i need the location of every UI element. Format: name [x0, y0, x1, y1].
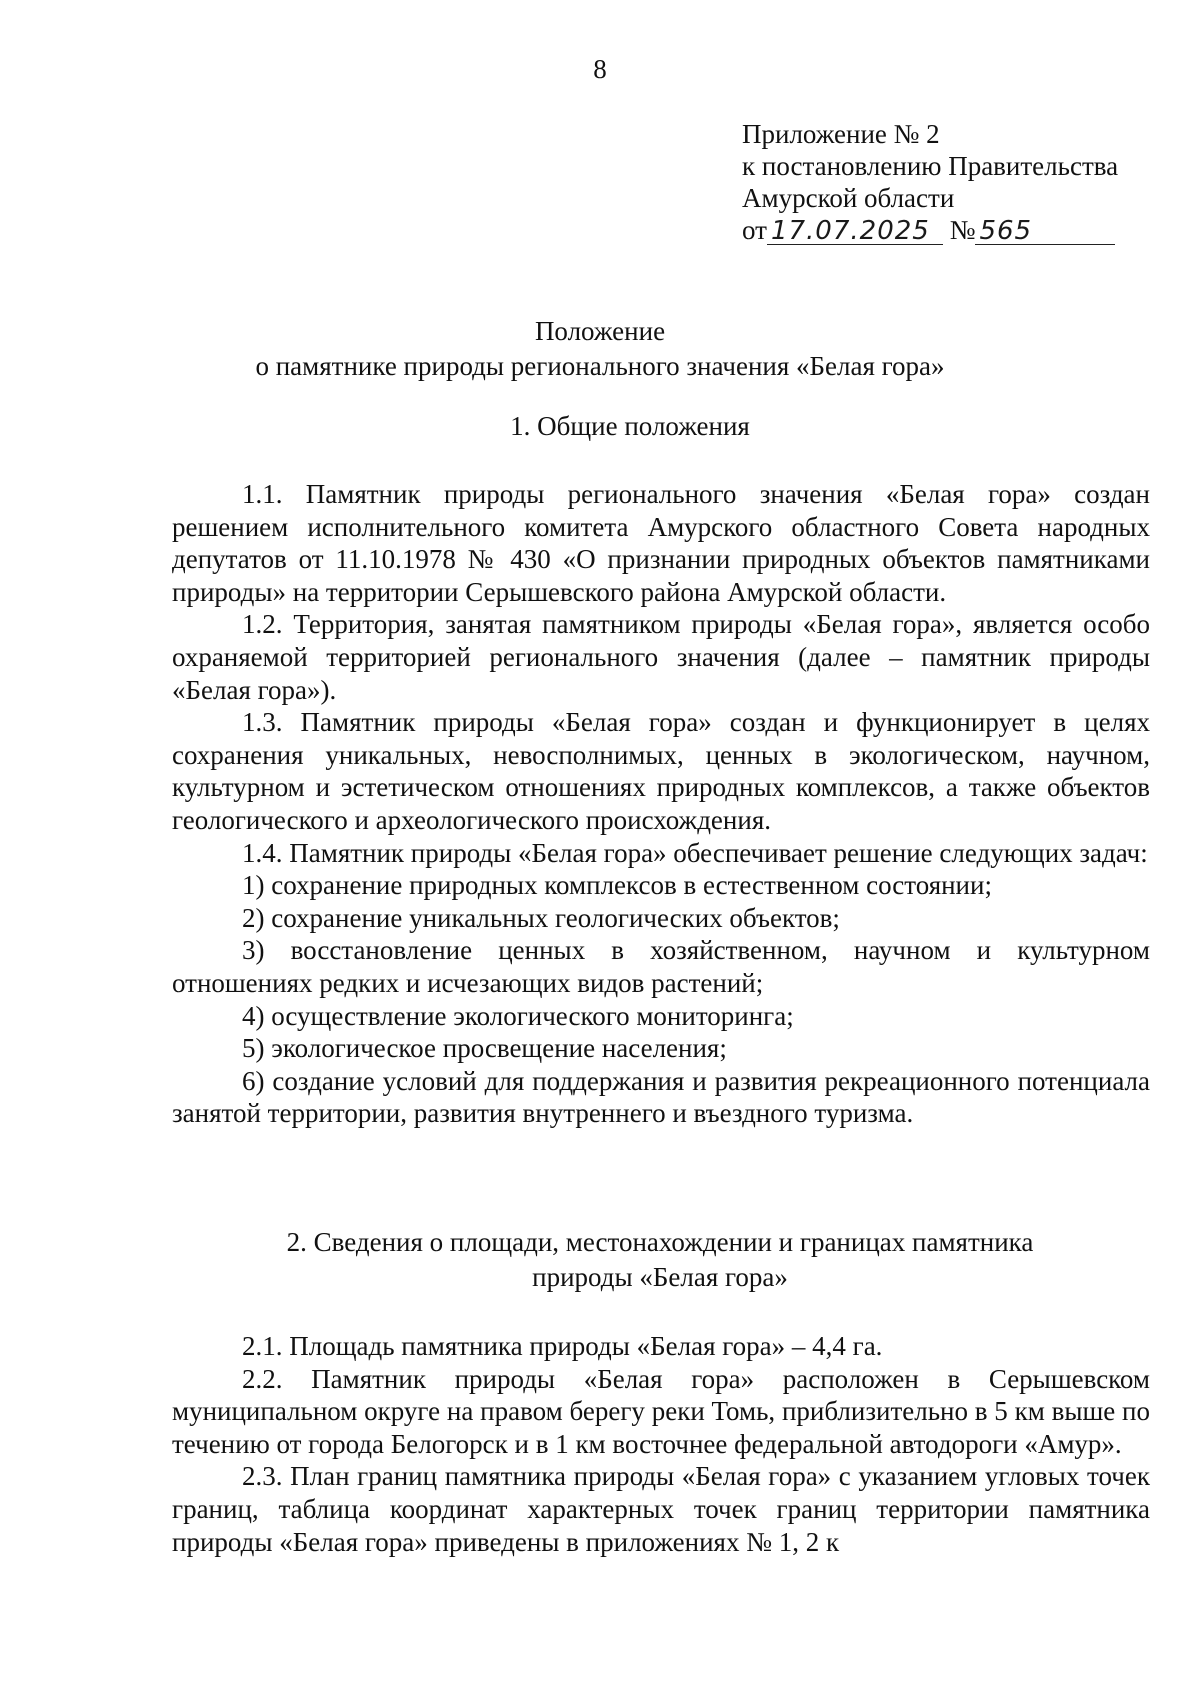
task-item-3: 3) восстановление ценных в хозяйственном, научном и культурном отношениях редких и исчезающих видов растений; — [172, 935, 1150, 998]
section-1-body — [172, 478, 1150, 1130]
section-2-heading-cont: природы «Белая гора» — [532, 1262, 788, 1292]
section-2-heading: 2. Сведения о площади, местонахождении и границах памятника — [286, 1227, 1034, 1257]
date-prefix: от — [742, 215, 767, 245]
handwritten-date: 17.07.2025 — [767, 218, 943, 245]
task-item-5: 5) экологическое просвещение населения; — [242, 1033, 727, 1064]
paragraph-1-4: 1.4. Памятник природы «Белая гора» обеспечивает решение следующих задач: — [242, 837, 1148, 868]
paragraph-1-3: 1.3. Памятник природы «Белая гора» создан и функционирует в целях сохранения уникальных, невосполнимых, ценных в экологическом, научном, культурном и эстетическом отношениях природных комплексов, а также объектов геологического и археологического происхождения. — [172, 707, 1150, 835]
task-item-2: 2) сохранение уникальных геологических объектов; — [242, 902, 840, 933]
paragraph-2-2: 2.2. Памятник природы «Белая гора» расположен в Серышевском муниципальном округе на правом берегу реки Томь, приблизительно в 5 км выше по течению от города Белогорск и в 1 км восточнее федеральной автодороги «Амур». — [172, 1363, 1150, 1459]
task-item-4: 4) осуществление экологического мониторинга; — [242, 1000, 794, 1031]
task-item-1: 1) сохранение природных комплексов в естественном состоянии; — [242, 870, 992, 901]
document-title: Положение — [534, 316, 666, 346]
paragraph-1-2: 1.2. Территория, занятая памятником природы «Белая гора», является особо охраняемой территорией регионального значения (далее – памятник природы «Белая гора»). — [172, 609, 1150, 705]
paragraph-2-1: 2.1. Площадь памятника природы «Белая гора» – 4,4 га. — [242, 1331, 883, 1361]
section-2-body — [172, 1330, 1150, 1558]
number-prefix: № — [949, 215, 976, 245]
page-number: 8 — [593, 54, 607, 84]
section-1-heading: 1. Общие положения — [510, 411, 750, 441]
appendix-line-1: Приложение № 2 — [742, 119, 940, 149]
appendix-line-2: к постановлению Правительства — [742, 151, 1119, 181]
task-item-6: 6) создание условий для поддержания и развития рекреационного потенциала занятой территории, развития внутреннего и въездного туризма. — [172, 1065, 1150, 1129]
document-subtitle: о памятнике природы регионального значения «Белая гора» — [255, 351, 945, 381]
appendix-header — [742, 118, 1118, 246]
paragraph-2-3: 2.3. План границ памятника природы «Белая гора» с указанием угловых точек границ, таблица координат характерных точек границ территории памятника природы «Белая гора» приведены в приложениях № 1, 2 к — [172, 1461, 1150, 1557]
appendix-date-line — [742, 214, 1118, 246]
paragraph-1-1: 1.1. Памятник природы регионального значения «Белая гора» создан решением исполнительного комитета Амурского областного Совета народных депутатов от 11.10.1978 № 430 «О признании природных объектов памятниками природы» на территории Серышевского района Амурской области. — [172, 479, 1150, 607]
appendix-line-3: Амурской области — [742, 183, 955, 213]
handwritten-number: 565 — [975, 218, 1115, 245]
